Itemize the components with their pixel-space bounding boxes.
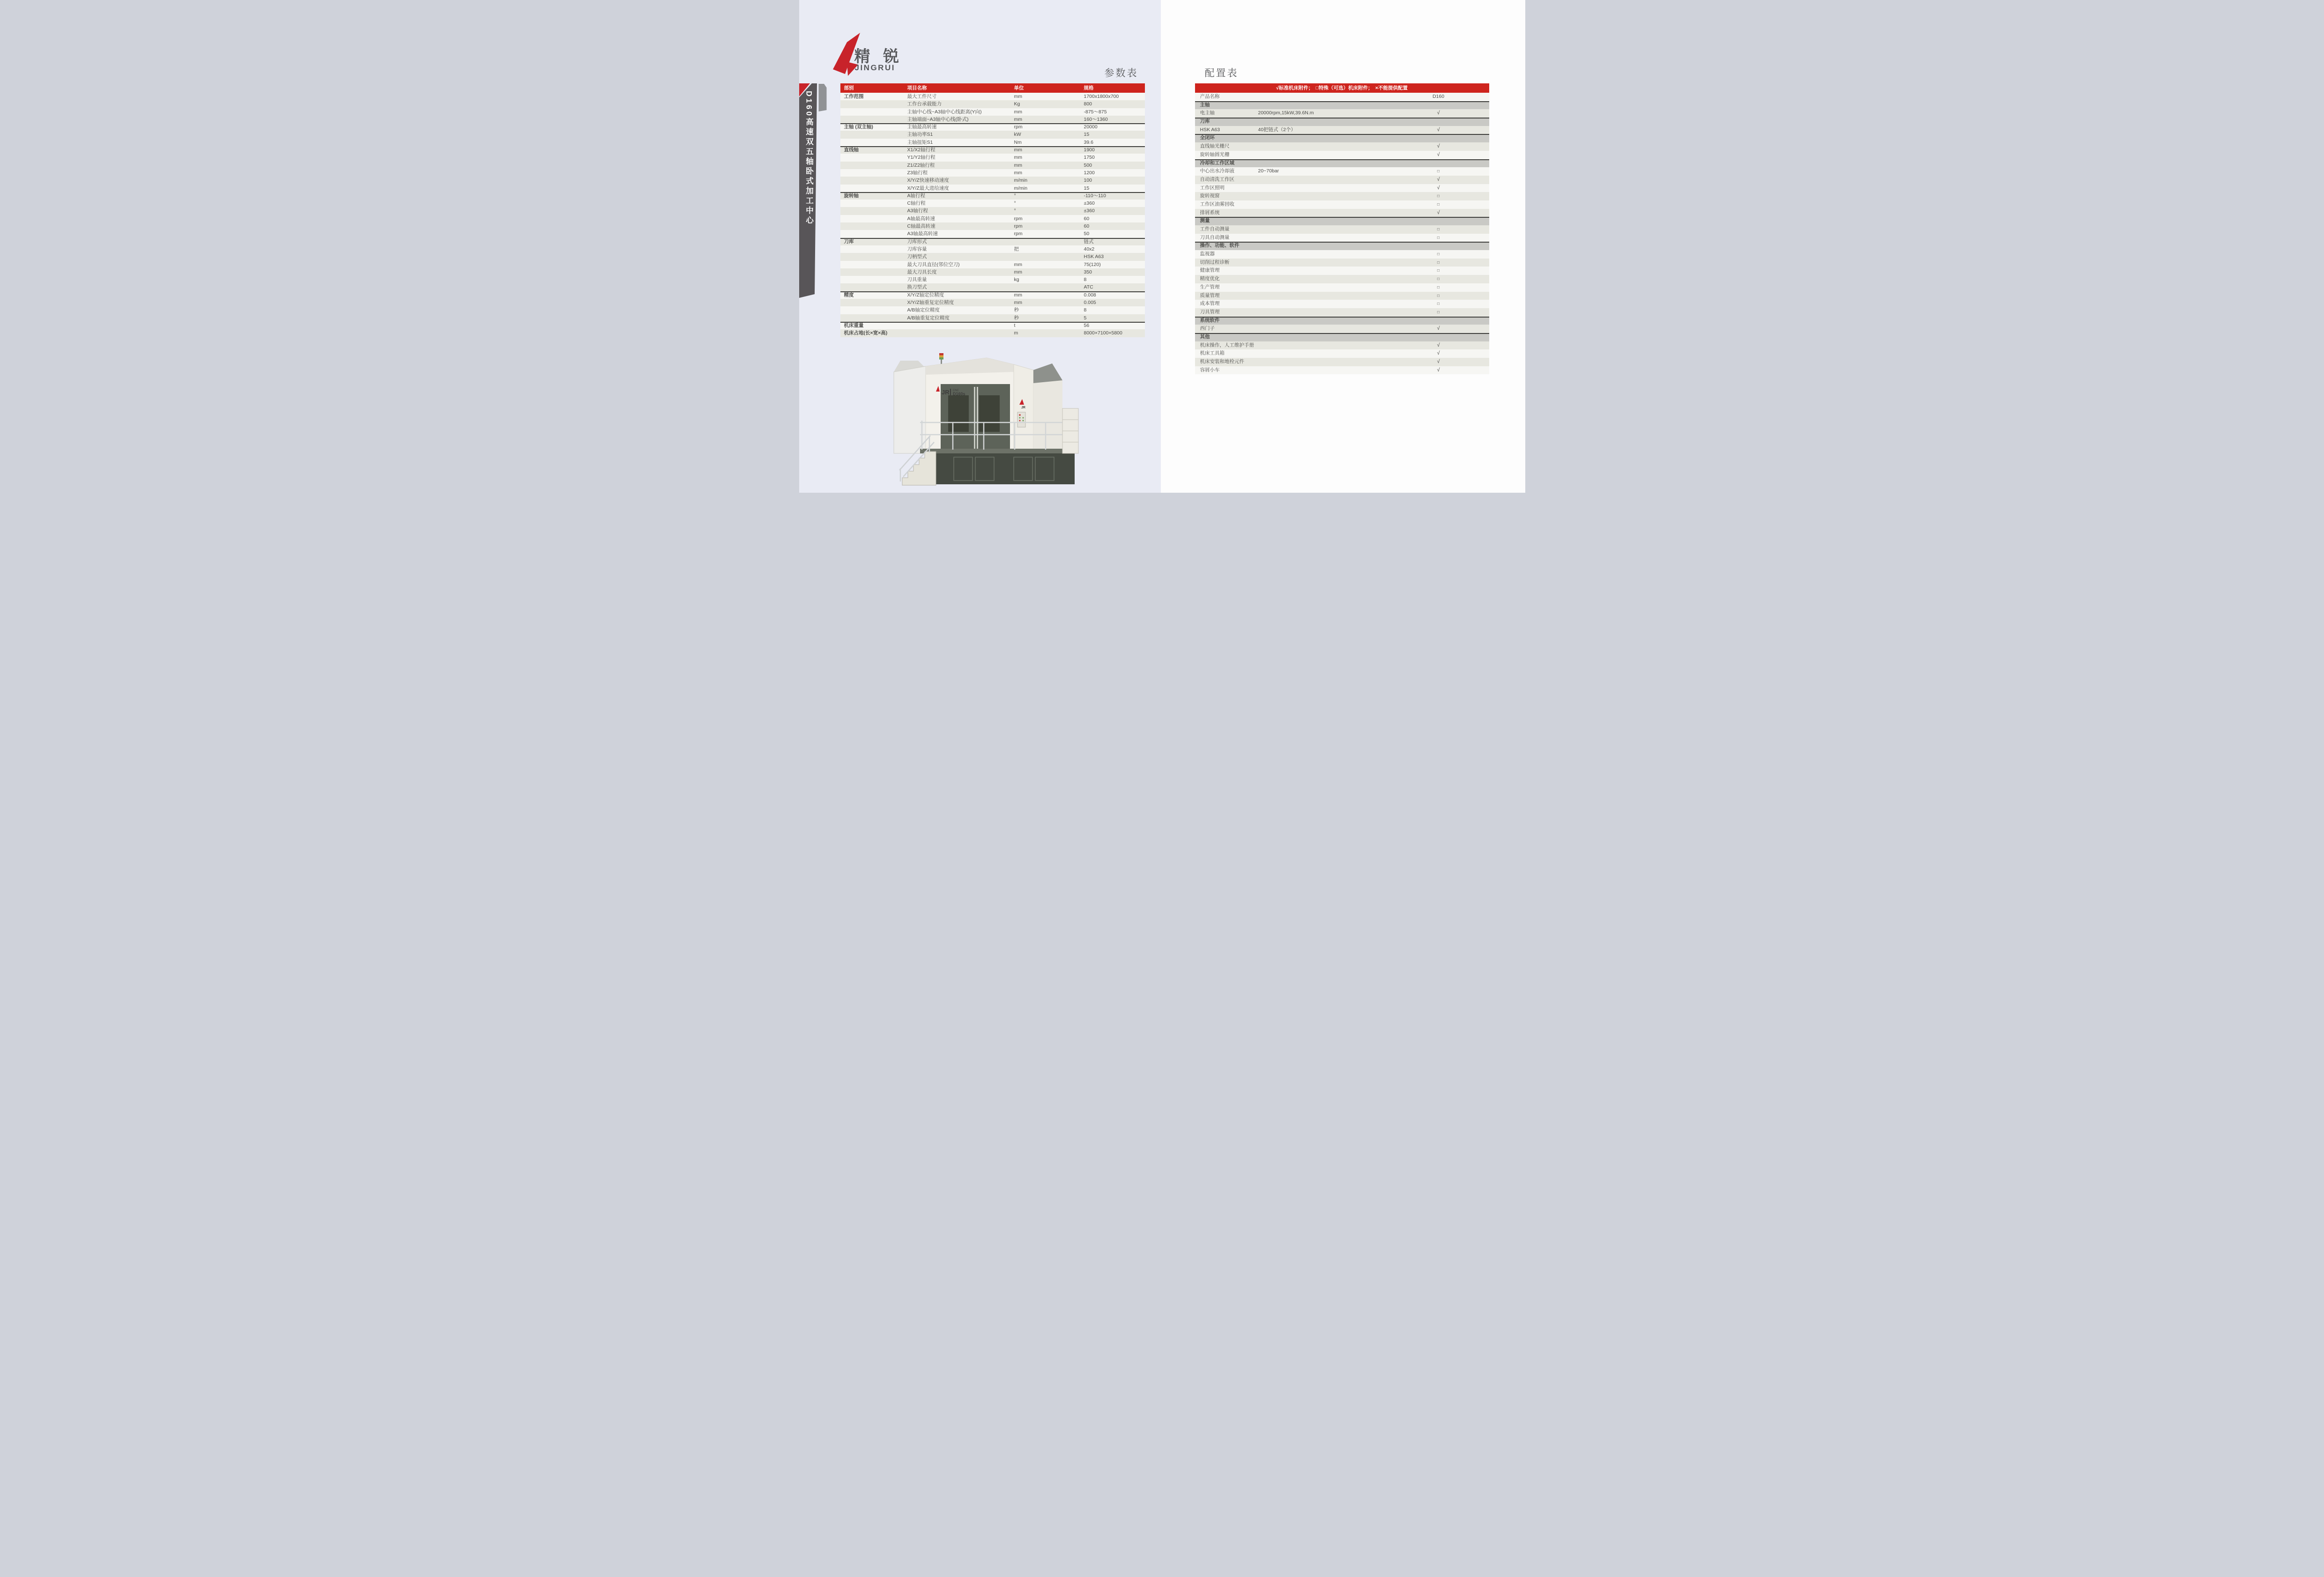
config-label: 工作区油雾回收 xyxy=(1200,201,1234,207)
standard-check-icon: √ xyxy=(1437,151,1440,157)
machine-photo xyxy=(869,352,1093,492)
config-spec: 20~70bar xyxy=(1258,168,1279,174)
spec-row xyxy=(840,299,1145,306)
config-table xyxy=(1195,83,1489,374)
spec-row xyxy=(840,177,1145,184)
machine-base xyxy=(925,453,1075,484)
spec-row xyxy=(840,230,1145,237)
config-section-row xyxy=(1195,317,1489,325)
config-row xyxy=(1195,192,1489,200)
config-label: 排屑系统 xyxy=(1200,209,1220,215)
spec-cell-group: 机床占地(长×宽×高) xyxy=(844,330,888,336)
spec-cell-group xyxy=(840,230,904,237)
machine-stairs xyxy=(902,452,936,485)
brochure-page xyxy=(799,0,1525,493)
spec-cell-group xyxy=(840,215,904,222)
spec-cell-unit: mm xyxy=(1014,147,1022,153)
spec-cell-unit: mm xyxy=(1014,170,1022,176)
brand-name-en: JINGRUI xyxy=(854,63,895,72)
config-label: 测量 xyxy=(1200,218,1210,224)
config-label: 西门子 xyxy=(1200,326,1215,332)
spec-cell-spec: -110～110 xyxy=(1084,192,1106,199)
config-section-row xyxy=(1195,118,1489,126)
config-spec: 40把链式（2个） xyxy=(1258,126,1296,133)
spec-cell-item: X/Y/Z最大进给速度 xyxy=(907,185,949,191)
config-row xyxy=(1195,308,1489,317)
spec-cell-item: Y1/Y2轴行程 xyxy=(907,155,936,161)
spec-cell-group xyxy=(840,283,904,291)
spec-cell-item: A3轴最高转速 xyxy=(907,231,938,237)
brand-name-cn: 精 锐 xyxy=(854,48,903,66)
config-label: 直线轴光栅尺 xyxy=(1200,143,1230,149)
spec-cell-item: X/Y/Z快速移动速度 xyxy=(907,178,949,184)
config-label: 机床工具箱 xyxy=(1200,350,1225,356)
standard-check-icon: √ xyxy=(1437,367,1440,373)
config-section-row xyxy=(1195,134,1489,142)
spec-table xyxy=(840,83,1145,337)
spec-row xyxy=(840,139,1145,146)
optional-box-icon: □ xyxy=(1437,293,1440,298)
spec-cell-unit: rpm xyxy=(1014,231,1023,237)
spec-cell-spec: 60 xyxy=(1084,223,1090,230)
spec-cell-spec: 56 xyxy=(1084,322,1090,328)
spec-cell-unit xyxy=(1010,283,1080,291)
machine-left-tower xyxy=(894,366,926,453)
config-label: 操作、功能、软件 xyxy=(1200,243,1240,249)
config-row xyxy=(1195,325,1489,333)
spec-cell-item: 换刀型式 xyxy=(907,284,927,290)
standard-check-icon: √ xyxy=(1437,359,1440,364)
spec-cell-item: X/Y/Z轴定位精度 xyxy=(907,292,944,298)
spec-cell-spec: 1700x1800x700 xyxy=(1084,94,1119,99)
spec-cell-item: A3轴行程 xyxy=(907,208,928,214)
spec-cell-spec: 8000×7100×5800 xyxy=(1084,330,1122,336)
spec-cell-item: 主轴功率S1 xyxy=(907,132,933,138)
spec-header-group: 部别 xyxy=(844,85,854,91)
config-label: 刀库 xyxy=(1200,118,1210,125)
config-row xyxy=(1195,234,1489,242)
spec-cell-unit: mm xyxy=(1014,300,1022,306)
config-row xyxy=(1195,126,1489,134)
config-label: 生产管理 xyxy=(1200,284,1220,290)
config-label: 容屑小车 xyxy=(1200,367,1220,373)
spec-cell-spec: 0.005 xyxy=(1084,300,1096,306)
config-row xyxy=(1195,275,1489,283)
spec-cell-spec: 15 xyxy=(1084,132,1090,138)
spec-cell-group xyxy=(840,222,904,230)
spec-cell-unit xyxy=(1010,253,1080,260)
spec-cell-item: 主轴扭矩S1 xyxy=(907,139,933,145)
spec-cell-unit: m xyxy=(1014,330,1018,336)
spec-cell-group xyxy=(840,276,904,283)
spec-row xyxy=(840,100,1145,108)
config-label: 机床操作，人工维护手册 xyxy=(1200,342,1254,348)
spec-cell-group xyxy=(840,200,904,207)
spec-cell-unit: ° xyxy=(1014,200,1016,207)
spec-cell-group xyxy=(840,306,904,314)
spec-cell-item: A轴行程 xyxy=(907,192,926,199)
spec-cell-unit: ° xyxy=(1014,192,1016,199)
spec-cell-unit: 秒 xyxy=(1014,307,1019,313)
banner-accent-bar xyxy=(818,84,826,111)
spec-cell-spec: 1200 xyxy=(1084,170,1095,176)
config-row xyxy=(1195,142,1489,151)
spec-cell-unit: kg xyxy=(1014,277,1019,283)
optional-box-icon: □ xyxy=(1437,235,1440,240)
spec-cell-unit: mm xyxy=(1014,155,1022,161)
spec-cell-spec: 20000 xyxy=(1084,124,1098,130)
config-table-body xyxy=(1195,93,1489,374)
spec-cell-item: Z1/Z2轴行程 xyxy=(907,162,935,168)
spec-cell-unit: mm xyxy=(1014,269,1022,275)
spec-cell-group: 直线轴 xyxy=(844,147,859,153)
config-row xyxy=(1195,349,1489,358)
config-label: 工件自动测量 xyxy=(1200,226,1230,232)
standard-check-icon: √ xyxy=(1437,209,1440,215)
spec-cell-spec: 75(120) xyxy=(1084,261,1101,267)
spec-cell-spec: 39.6 xyxy=(1084,139,1093,145)
config-label: 产品名称 xyxy=(1200,94,1220,99)
spec-cell-unit xyxy=(1010,238,1080,245)
config-label: 监视器 xyxy=(1200,251,1215,257)
standard-check-icon: √ xyxy=(1437,176,1440,182)
spec-row xyxy=(840,222,1145,230)
spec-cell-group: 刀库 xyxy=(844,238,854,244)
spec-cell-spec: HSK A63 xyxy=(1084,254,1104,260)
optional-box-icon: □ xyxy=(1437,227,1440,231)
spec-cell-spec: ATC xyxy=(1084,284,1093,290)
spec-cell-spec: 40x2 xyxy=(1084,246,1095,252)
config-row xyxy=(1195,200,1489,209)
spec-cell-item xyxy=(904,329,1010,337)
spec-cell-spec: ±360 xyxy=(1084,200,1095,207)
config-label: 电主轴 xyxy=(1200,110,1215,116)
config-row xyxy=(1195,341,1489,350)
spec-cell-spec: 60 xyxy=(1084,215,1090,222)
config-row xyxy=(1195,358,1489,366)
spec-cell-item: 工作台承载能力 xyxy=(907,101,942,107)
spec-cell-group xyxy=(840,131,904,138)
spec-cell-item: 刀库容量 xyxy=(907,246,927,252)
spec-cell-item: 主轴中心线~A3轴中心线距离(Y向) xyxy=(907,109,982,115)
spec-cell-unit: Nm xyxy=(1014,139,1022,145)
config-label: 质量管理 xyxy=(1200,292,1220,298)
spec-cell-group xyxy=(840,100,904,108)
spec-cell-unit: rpm xyxy=(1014,215,1023,222)
spec-cell-item: 主轴端面~A3轴中心线(卧式) xyxy=(907,116,969,122)
spec-table-header xyxy=(840,83,1145,93)
spec-row xyxy=(840,116,1145,123)
spec-row xyxy=(840,215,1145,222)
config-label: 全闭环 xyxy=(1200,135,1215,141)
optional-box-icon: □ xyxy=(1437,201,1440,207)
spec-cell-group xyxy=(840,299,904,306)
config-row xyxy=(1195,366,1489,375)
spec-cell-group: 精度 xyxy=(844,292,854,298)
config-table-legend: √标准机床附件； □特殊（可选）机床附件； ×不能提供配置 xyxy=(1195,83,1489,93)
spec-row xyxy=(840,207,1145,215)
spec-row xyxy=(840,146,1145,154)
optional-box-icon: □ xyxy=(1437,301,1440,306)
config-label: 机床安装和地栓元件 xyxy=(1200,359,1244,364)
spec-cell-spec: 1750 xyxy=(1084,155,1095,161)
spec-row xyxy=(840,245,1145,253)
standard-check-icon: √ xyxy=(1437,350,1440,356)
config-row xyxy=(1195,259,1489,267)
config-label: 刀具管理 xyxy=(1200,309,1220,315)
spec-row xyxy=(840,238,1145,245)
spec-cell-unit: mm xyxy=(1014,162,1022,168)
spec-cell-group xyxy=(840,245,904,253)
config-row xyxy=(1195,93,1489,101)
spec-cell-group xyxy=(840,162,904,169)
spec-cell-spec: 1900 xyxy=(1084,147,1095,153)
spec-row xyxy=(840,154,1145,161)
spec-cell-group xyxy=(840,185,904,192)
spec-cell-unit: mm xyxy=(1014,94,1022,99)
optional-box-icon: □ xyxy=(1437,252,1440,257)
config-label: 旋转轴圆光栅 xyxy=(1200,151,1230,157)
spec-cell-spec: ±360 xyxy=(1084,208,1095,214)
optional-box-icon: □ xyxy=(1437,259,1440,265)
spec-cell-item: Z3轴行程 xyxy=(907,170,928,176)
spec-row xyxy=(840,306,1145,314)
config-section-row xyxy=(1195,159,1489,168)
spec-row xyxy=(840,291,1145,299)
standard-check-icon: √ xyxy=(1437,110,1440,116)
spec-cell-group: 机床重量 xyxy=(844,322,864,328)
spec-row xyxy=(840,123,1145,131)
spec-cell-unit: rpm xyxy=(1014,124,1023,130)
optional-box-icon: □ xyxy=(1437,276,1440,281)
spec-cell-item: A/B轴定位精度 xyxy=(907,307,940,313)
spec-cell-spec: -875～875 xyxy=(1084,109,1107,115)
spec-cell-spec: 500 xyxy=(1084,162,1092,168)
spec-row xyxy=(840,322,1145,329)
optional-box-icon: □ xyxy=(1437,193,1440,199)
machine-side-label: JR xyxy=(1021,406,1025,409)
spec-cell-spec: 800 xyxy=(1084,101,1092,107)
spec-cell-group xyxy=(840,268,904,276)
spec-cell-unit: Kg xyxy=(1014,101,1020,107)
spec-row xyxy=(840,268,1145,276)
spec-cell-item: X/Y/Z轴重复定位精度 xyxy=(907,300,954,306)
product-vertical-title: D160高速双五轴卧式加工中心 xyxy=(804,91,813,226)
config-section-row xyxy=(1195,242,1489,250)
spec-header-unit: 单位 xyxy=(1014,85,1024,91)
config-row xyxy=(1195,250,1489,259)
standard-check-icon: √ xyxy=(1437,326,1440,332)
spec-cell-group xyxy=(840,169,904,177)
spec-row xyxy=(840,131,1145,138)
config-label: 系统软件 xyxy=(1200,317,1220,323)
spec-row xyxy=(840,162,1145,169)
config-section-row xyxy=(1195,333,1489,341)
optional-box-icon: □ xyxy=(1437,309,1440,314)
spec-cell-spec: 160～1360 xyxy=(1084,116,1108,122)
config-row xyxy=(1195,300,1489,308)
spec-cell-spec: 链式 xyxy=(1084,238,1094,244)
spec-cell-item: 刀具重量 xyxy=(907,277,927,283)
config-row xyxy=(1195,151,1489,159)
config-section-row xyxy=(1195,217,1489,225)
spec-cell-group xyxy=(840,253,904,260)
standard-check-icon: √ xyxy=(1437,342,1440,348)
spec-cell-spec: 350 xyxy=(1084,269,1092,275)
spec-cell-unit: 秒 xyxy=(1014,315,1019,321)
spec-header-item: 项目名称 xyxy=(907,85,927,91)
config-label: 工作区照明 xyxy=(1200,185,1225,191)
standard-check-icon: √ xyxy=(1437,126,1440,133)
spec-cell-group xyxy=(840,139,904,146)
config-label: 切削过程诊断 xyxy=(1200,259,1230,265)
spec-row xyxy=(840,283,1145,291)
spec-cell-item: C轴行程 xyxy=(907,200,926,207)
spec-cell-group: 工作范围 xyxy=(844,94,864,99)
optional-box-icon: □ xyxy=(1437,268,1440,273)
spec-cell-unit: ° xyxy=(1014,208,1016,214)
optional-box-icon: □ xyxy=(1437,169,1440,174)
config-label: 主轴 xyxy=(1200,102,1210,108)
spec-row xyxy=(840,200,1145,207)
spec-cell-item: 最大刀具直径(邻位空刀) xyxy=(907,261,960,267)
machine-label-cnc: CNC xyxy=(952,389,959,392)
spec-row xyxy=(840,185,1145,192)
spec-row xyxy=(840,329,1145,337)
spec-sheet-title: 参数表 xyxy=(1104,68,1138,79)
machine-label-jr: JR xyxy=(941,389,950,396)
spec-table-body xyxy=(840,93,1145,337)
config-sheet-title: 配置表 xyxy=(1204,68,1239,79)
spec-cell-item: 主轴最高转速 xyxy=(907,124,937,130)
config-spec: 20000rpm,15kW,39.6N.m xyxy=(1258,110,1314,116)
spec-cell-item: 刀库形式 xyxy=(907,238,927,244)
spec-cell-group xyxy=(840,177,904,184)
spec-cell-group: 主轴 (双主轴) xyxy=(844,124,873,130)
spec-cell-group xyxy=(840,207,904,215)
spec-row xyxy=(840,261,1145,268)
config-row xyxy=(1195,176,1489,184)
spec-row xyxy=(840,192,1145,200)
spec-cell-spec: 100 xyxy=(1084,178,1092,184)
config-section-row xyxy=(1195,101,1489,110)
config-row xyxy=(1195,184,1489,192)
spec-row xyxy=(840,108,1145,116)
spec-cell-spec: 15 xyxy=(1084,185,1090,191)
spec-cell-spec: 50 xyxy=(1084,231,1090,237)
spec-cell-item: X1/X2轴行程 xyxy=(907,147,936,153)
spec-cell-group xyxy=(840,314,904,322)
spec-cell-spec: 5 xyxy=(1084,315,1087,321)
spec-cell-group xyxy=(840,261,904,268)
config-row xyxy=(1195,267,1489,275)
spec-cell-group: 旋转轴 xyxy=(844,192,859,199)
spec-cell-unit: t xyxy=(1014,322,1016,328)
config-row xyxy=(1195,109,1489,118)
spec-cell-spec: 8 xyxy=(1084,277,1087,283)
spec-cell-unit: m/min xyxy=(1014,178,1028,184)
spec-cell-group xyxy=(840,108,904,116)
optional-box-icon: □ xyxy=(1437,284,1440,289)
config-label: 刀具自动测量 xyxy=(1200,234,1230,240)
standard-check-icon: √ xyxy=(1437,185,1440,191)
config-row xyxy=(1195,283,1489,292)
config-label: 自动清洗工作区 xyxy=(1200,176,1234,182)
spec-cell-group xyxy=(840,116,904,123)
config-label: HSK A63 xyxy=(1200,126,1220,133)
spec-cell-spec: 8 xyxy=(1084,307,1087,313)
spec-cell-unit: mm xyxy=(1014,116,1022,122)
config-mark-text: D160 xyxy=(1432,94,1445,99)
config-row xyxy=(1195,225,1489,234)
spec-cell-item: C轴最高转速 xyxy=(907,223,936,230)
config-row xyxy=(1195,209,1489,217)
config-label: 中心出水冷却液 xyxy=(1200,168,1234,174)
spec-cell-unit: rpm xyxy=(1014,223,1023,230)
config-label: 冷却和工作区域 xyxy=(1200,160,1234,166)
spec-cell-unit: 把 xyxy=(1014,246,1019,252)
spec-cell-item: A轴最高转速 xyxy=(907,215,936,222)
spec-row xyxy=(840,276,1145,283)
spec-cell-unit: kW xyxy=(1014,132,1021,138)
standard-check-icon: √ xyxy=(1437,143,1440,149)
config-row xyxy=(1195,292,1489,300)
spec-cell-group xyxy=(840,154,904,161)
spec-row xyxy=(840,93,1145,100)
spec-header-spec: 规格 xyxy=(1084,85,1094,91)
config-label: 其他 xyxy=(1200,333,1210,340)
spec-row xyxy=(840,253,1145,260)
config-label: 精度优化 xyxy=(1200,276,1220,282)
spec-cell-item xyxy=(904,322,1010,329)
spec-cell-item: 刀柄型式 xyxy=(907,254,927,260)
spec-cell-item: 最大刀具长度 xyxy=(907,269,937,275)
config-label: 健康管理 xyxy=(1200,267,1220,274)
spec-cell-unit: mm xyxy=(1014,109,1022,115)
machine-label-model: D160s xyxy=(952,392,965,396)
spec-cell-spec: 0.008 xyxy=(1084,292,1096,298)
config-label: 旋转视窗 xyxy=(1200,193,1220,199)
spec-row xyxy=(840,314,1145,322)
spec-cell-unit: mm xyxy=(1014,261,1022,267)
spec-row xyxy=(840,169,1145,177)
spec-cell-unit: m/min xyxy=(1014,185,1028,191)
config-row xyxy=(1195,167,1489,176)
config-label: 成本管理 xyxy=(1200,301,1220,307)
spec-cell-unit: mm xyxy=(1014,292,1022,298)
spec-cell-item: 最大工件尺寸 xyxy=(907,94,937,99)
spec-cell-item: A/B轴重复定位精度 xyxy=(907,315,950,321)
